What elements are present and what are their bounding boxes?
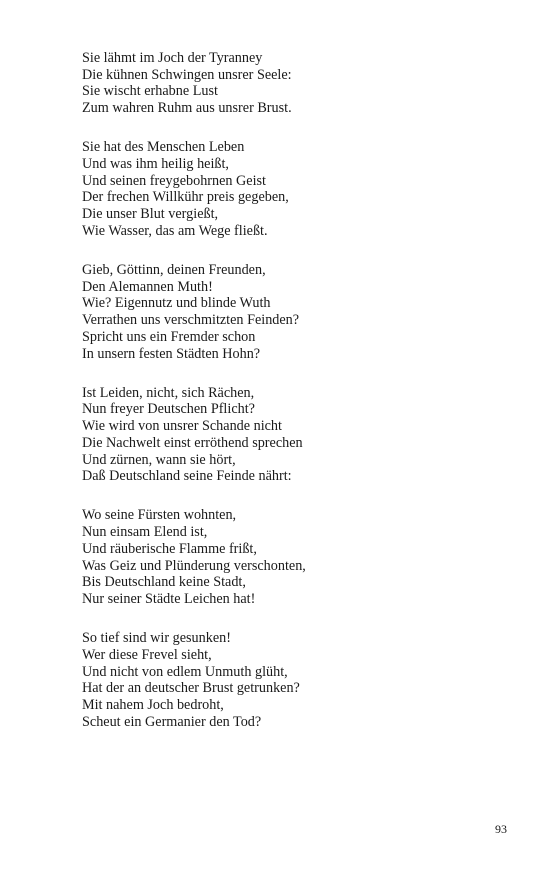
poem [82,50,522,753]
poem-line: Ist Leiden, nicht, sich Rächen, [82,384,255,401]
stanza-3 [82,262,522,362]
page-number: 93 [495,822,507,836]
poem-line: Die unser Blut vergießt, [82,206,219,223]
poem-line: Und nicht von edlem Unmuth glüht, [82,663,288,680]
stanza-5 [82,507,522,607]
poem-line: Mit nahem Joch bedroht, [82,697,224,713]
poem-line: Daß Deutschland seine Feinde nährt: [82,468,292,485]
poem-line: Was Geiz und Plünderung verschonten, [82,557,306,574]
poem-line: Und was ihm heilig heißt, [82,156,229,173]
poem-line: Bis Deutschland keine Stadt, [82,574,246,591]
poem-line: Und zürnen, wann sie hört, [82,451,236,468]
poem-line: Scheut ein Germanier den Tod? [82,713,262,730]
stanza-6 [82,630,522,730]
poem-line: Sie lähmt im Joch der Tyranney [82,50,263,66]
stanza-4 [82,385,522,485]
poem-line: Wie? Eigennutz und blinde Wuth [82,295,271,312]
stanza-1 [82,50,522,117]
poem-line: Wie wird von unsrer Schande nicht [82,418,282,435]
poem-line: In unsern festen Städten Hohn? [82,345,261,362]
poem-line: Sie hat des Menschen Leben [82,139,245,156]
poem-line: Und räuberische Flamme frißt, [82,540,257,557]
poem-line: Wer diese Frevel sieht, [82,646,212,663]
poem-line: Sie wischt erhabne Lust [82,83,218,100]
poem-line: Wo seine Fürsten wohnten, [82,507,237,524]
poem-line: Den Alemannen Muth! [82,278,213,295]
poem-line: Wie Wasser, das am Wege fließt. [82,222,268,239]
stanza-2 [82,139,522,239]
poem-line: Der frechen Willkühr preis gegeben, [82,189,289,206]
poem-line: Und seinen freygebohrnen Geist [82,172,266,189]
poem-line: Spricht uns ein Fremder schon [82,328,256,345]
poem-line: Nun freyer Deutschen Pflicht? [82,401,255,418]
poem-line: Nur seiner Städte Leichen hat! [82,590,256,607]
poem-line: Die Nachwelt einst erröthend sprechen [82,434,303,451]
poem-line: Gieb, Göttinn, deinen Freunden, [82,262,266,279]
poem-line: Nun einsam Elend ist, [82,524,208,541]
poem-line: So tief sind wir gesunken! [82,630,231,647]
poem-line: Zum wahren Ruhm aus unsrer Brust. [82,100,292,117]
poem-line: Die kühnen Schwingen unsrer Seele: [82,66,292,83]
poem-line: Verrathen uns verschmitzten Feinden? [82,312,300,329]
poem-line: Hat der an deutscher Brust getrunken? [82,680,300,697]
